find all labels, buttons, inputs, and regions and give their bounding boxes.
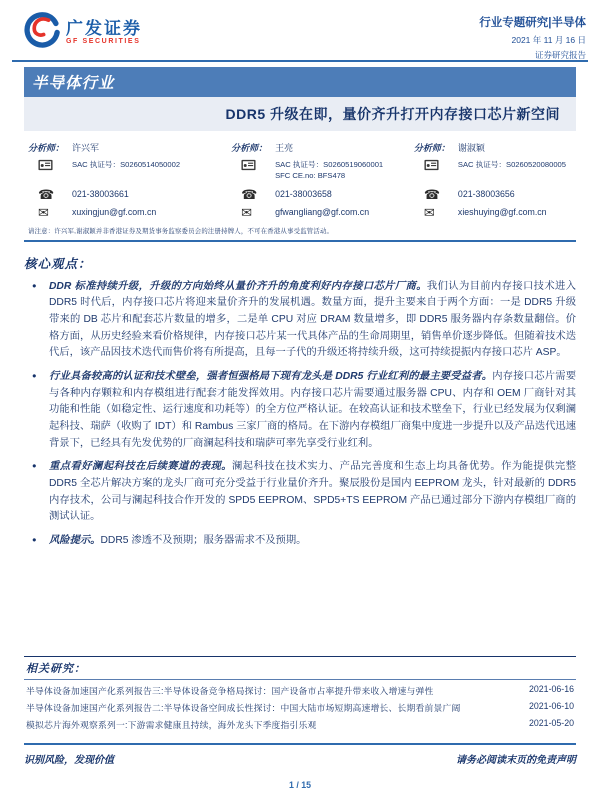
core-viewpoints-heading: 核心观点：	[24, 256, 92, 271]
industry-band: 半导体行业	[24, 67, 576, 97]
related-research-title[interactable]: 半导体设备加速国产化系列报告二:半导体设备空间成长性探讨：中国大陆市场短期高速增长、长期看前景广阔	[26, 703, 461, 714]
id-badge-icon	[414, 159, 458, 171]
analyst-certs	[72, 159, 217, 183]
analyst-email[interactable]: xieshuying@gf.com.cn	[457, 207, 547, 217]
analyst-role-label: 分析师：	[413, 143, 450, 153]
envelope-icon: ✉	[423, 205, 435, 220]
phone-icon: ☎	[38, 187, 55, 202]
sac-number: SAC 执证号：S0260519060001	[275, 160, 384, 169]
analyst-disclaimer-note: 请注意：许兴军,谢淑颖并非香港证券及期货事务监察委员会的注册持牌人，不可在香港从事受监管活动。	[28, 228, 334, 235]
analyst-role-label: 分析师：	[28, 143, 65, 153]
related-research-date: 2021-06-10	[529, 701, 574, 712]
viewpoint-item	[32, 369, 576, 452]
analyst-certs	[275, 159, 400, 183]
envelope-icon: ✉	[38, 205, 49, 220]
gf-logo-icon	[24, 12, 60, 53]
logo-chinese-name: 广发证券	[66, 18, 142, 38]
related-research-title[interactable]: 模拟芯片海外观察系列一:下游需求健康且持续，海外龙头下季度指引乐观	[26, 720, 317, 731]
viewpoint-item	[32, 279, 576, 362]
report-footer	[0, 731, 600, 800]
analyst-role-label: 分析师：	[231, 143, 268, 153]
related-research-row	[24, 697, 576, 714]
related-research-section	[24, 656, 576, 731]
analyst-name: 王亮	[275, 143, 294, 153]
report-header	[0, 0, 600, 58]
viewpoint-lead: DDR 标准持续升级，升级的方向始终从量价齐升的角度利好内存接口芯片厂商。	[49, 280, 427, 292]
doc-type: 证券研究报告	[534, 50, 586, 60]
id-badge-icon	[231, 159, 275, 171]
viewpoint-body: 我们认为目前内存接口技术进入 DDR5 时代后，内存接口芯片将迎来量价齐升的发展机遇。数量方面，提升主要来自于两个方面：一是 DDR5 升级带来的 DB 芯片和配套芯片数量的增多，二是单 CPU 对应 DRAM 数量增多，即 DDR5 服务器内存条数量翻倍。价格方面，从历史经验来看价格规律，内存接口芯片某一代具体产品的生命周期里，销售单价逐步降低。但随着技术迭代后，该产品因技术迭代而售价将有所提高，且每一子代的升级还将持续升级，这可持续提振内存接口芯片 ASP。	[49, 280, 577, 359]
page-number: 1 / 15	[288, 780, 311, 790]
related-research-title[interactable]: 半导体设备加速国产化系列报告三:半导体设备竞争格局探讨：国产设备市占率提升带来收入增速与弹性	[26, 686, 434, 697]
related-research-date: 2021-06-16	[529, 684, 574, 695]
phone-icon: ☎	[423, 187, 441, 202]
analyst-card	[28, 141, 217, 219]
viewpoint-item	[32, 533, 576, 550]
gf-logo-text	[66, 20, 142, 46]
footer-slogan: 识别风险，发现价值	[24, 755, 114, 766]
report-body	[0, 62, 600, 731]
core-viewpoints-section	[24, 242, 576, 550]
sfc-number: SFC CE.no: BFS478	[275, 171, 346, 181]
analyst-phone: 021-38003658	[275, 189, 332, 199]
footer-divider	[24, 743, 576, 745]
analyst-email[interactable]: gfwangliang@gf.com.cn	[275, 207, 370, 217]
report-type: 行业专题研究|半导体	[479, 17, 586, 29]
related-research-heading: 相关研究：	[24, 656, 576, 680]
logo-english-name: GF SECURITIES	[66, 38, 141, 46]
viewpoint-lead: 行业具备较高的认证和技术壁垒，强者恒强格局下现有龙头是 DDR5 行业红利的最主要受益者。	[49, 370, 493, 382]
core-viewpoints-list	[24, 279, 576, 550]
viewpoint-body: 内存接口芯片需要与各种内存颗粒和内存模组进行配套才能发挥效用。内存接口芯片需要通过服务器 CPU、内存和 OEM 厂商针对其功能和性能（如稳定性、运行速度和功耗等）的全方位严格认证。在较高认证和技术壁垒下，行业已经发展为仅剩澜起科技、瑞萨（收购了 IDT）和 Rambus 三家厂商的格局。在下游内存模组厂商集中度进一步提升以及产品迭代迅速背景下，已经具有先发优势的厂商澜起科技和瑞萨可率先享受行业红利。	[49, 370, 576, 449]
analyst-certs	[458, 159, 576, 183]
viewpoint-item	[32, 459, 576, 526]
related-research-row	[24, 714, 576, 731]
footer-disclaimer-link: 请务必阅读末页的免责声明	[456, 755, 576, 766]
viewpoint-lead: 重点看好澜起科技在后续赛道的表现。	[49, 461, 232, 473]
phone-icon: ☎	[241, 187, 258, 202]
report-headline: DDR5 升级在即，量价齐升打开内存接口芯片新空间	[24, 97, 576, 131]
related-research-row	[24, 680, 576, 697]
sac-number: SAC 执证号：S0260520080005	[457, 160, 566, 169]
related-research-date: 2021-05-20	[529, 718, 574, 729]
analyst-email[interactable]: xuxingjun@gf.com.cn	[72, 207, 157, 217]
viewpoint-body: 澜起科技在技术实力、产品完善度和生态上均具备优势。作为能提供完整 DDR5 全芯片解决方案的龙头厂商可充分受益于行业量价齐升。聚辰股份是国内 EEPROM 龙头，针对最新的 DDR5 内存技术，公司与澜起科技合作开发的 SPD5 EEPROM、SPD5+TS EEPROM 产品已通过部分下游内存模组厂商的测试认证。	[49, 461, 576, 523]
analyst-section	[24, 141, 576, 219]
gf-logo	[24, 12, 142, 53]
viewpoint-body: DDR5 渗透不及预期；服务器需求不及预期。	[100, 534, 307, 546]
analyst-name: 许兴军	[72, 143, 100, 153]
footer-row	[24, 751, 576, 766]
analyst-card	[231, 141, 400, 219]
viewpoint-lead: 风险提示。	[49, 534, 101, 546]
analyst-phone: 021-38003661	[72, 189, 129, 199]
report-date: 2021 年 11 月 16 日	[511, 35, 586, 45]
analyst-phone: 021-38003656	[457, 189, 515, 199]
header-meta	[479, 12, 586, 61]
analyst-card	[414, 141, 576, 219]
envelope-icon: ✉	[241, 205, 252, 220]
analyst-name: 谢淑颖	[457, 143, 485, 153]
id-badge-icon	[28, 159, 72, 171]
sac-number: SAC 执证号：S0260514050002	[72, 160, 181, 169]
